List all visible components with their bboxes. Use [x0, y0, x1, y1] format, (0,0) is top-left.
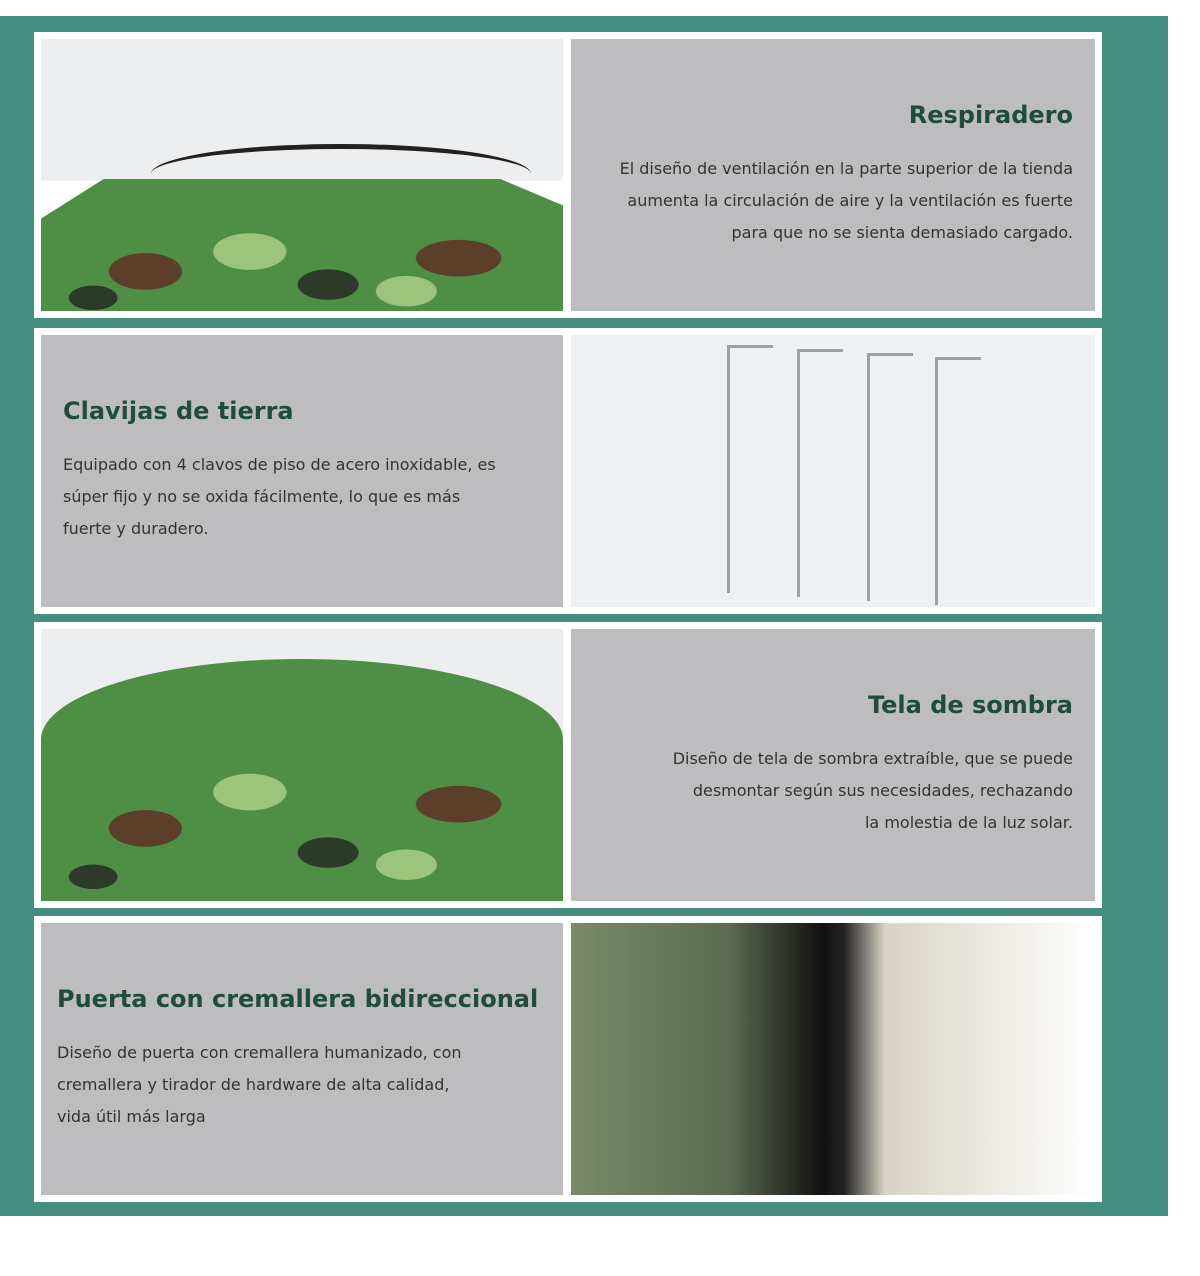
description-line: para que no se sienta demasiado cargado.: [731, 223, 1073, 242]
section-title: Tela de sombra: [867, 691, 1073, 719]
description-line: Diseño de tela de sombra extraíble, que se puede: [672, 749, 1073, 768]
description-line: vida útil más larga: [57, 1107, 206, 1126]
vent-photo: [41, 39, 563, 311]
description-line: Equipado con 4 clavos de piso de acero inoxidable, es: [63, 455, 496, 474]
peg: [727, 345, 730, 593]
section-title: Respiradero: [908, 101, 1073, 129]
shade-text-panel: [571, 629, 1095, 901]
shade-photo: [41, 629, 563, 901]
feature-zipper: [34, 916, 1102, 1202]
peg: [935, 357, 938, 605]
description-line: El diseño de ventilación en la parte superior de la tienda: [619, 159, 1073, 178]
description-line: desmontar según sus necesidades, rechazando: [692, 781, 1073, 800]
peg: [797, 349, 800, 597]
feature-shade: [34, 622, 1102, 908]
description-line: aumenta la circulación de aire y la ventilación es fuerte: [627, 191, 1073, 210]
description-line: cremallera y tirador de hardware de alta calidad,: [57, 1075, 450, 1094]
tent-pole: [151, 144, 531, 204]
pegs-photo: [571, 335, 1095, 607]
feature-pegs: [34, 328, 1102, 614]
description-line: la molestia de la luz solar.: [864, 813, 1073, 832]
description-line: súper fijo y no se oxida fácilmente, lo que es más: [63, 487, 461, 506]
pegs-text-panel: [41, 335, 563, 607]
section-title: Clavijas de tierra: [63, 397, 294, 425]
peg: [867, 353, 870, 601]
description-line: fuerte y duradero.: [63, 519, 209, 538]
section-title: Puerta con cremallera bidireccional: [57, 985, 539, 1013]
feature-vent: [34, 32, 1102, 318]
vent-text-panel: [571, 39, 1095, 311]
description-line: Diseño de puerta con cremallera humanizado, con: [57, 1043, 462, 1062]
zipper-text-panel: [41, 923, 563, 1195]
zipper-photo: [571, 923, 1095, 1195]
